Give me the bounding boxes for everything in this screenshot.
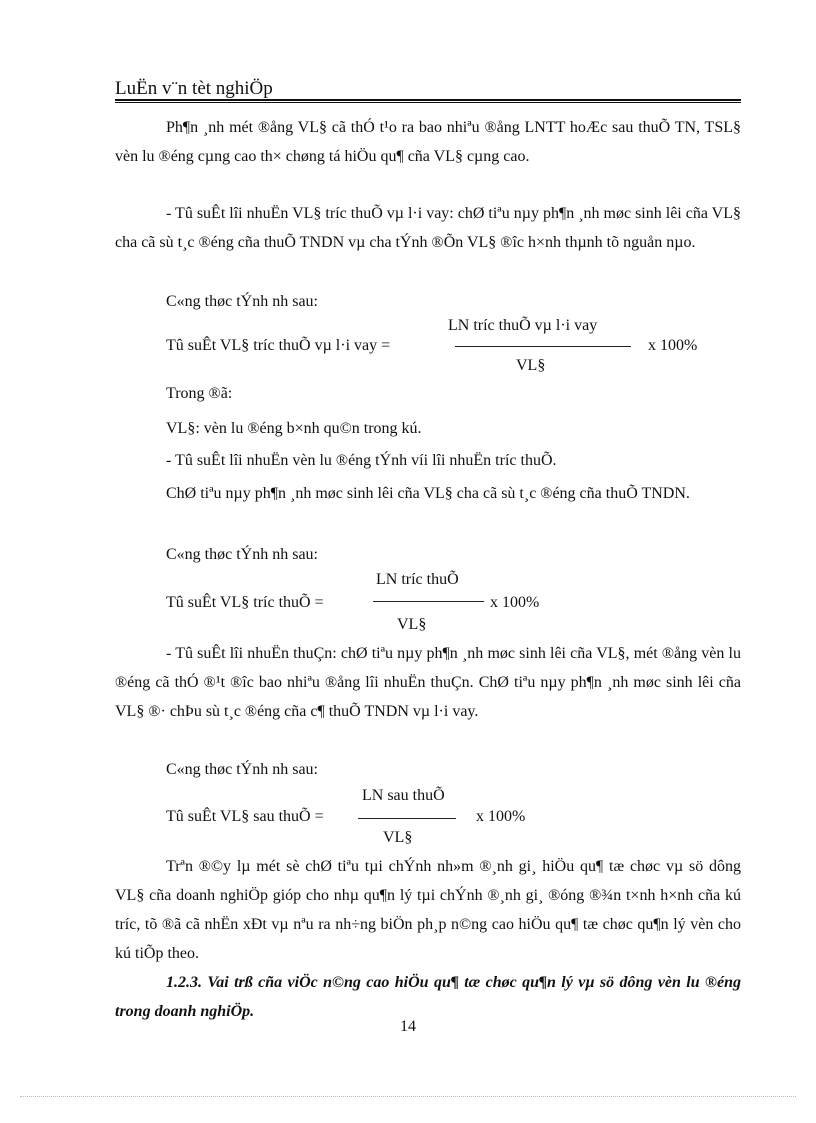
formula-2-lhs: Tû suÊt VL§ tríc thuÕ = [166, 594, 324, 611]
paragraph-9: - Tû suÊt lîi nhuËn thuÇn: chØ tiªu nµy ph¶n ¸nh møc sinh lêi cña VL§, mét ®ång vèn lu ®éng cã thÓ ®¹t ®îc bao nhiªu ®ång lîi nhuËn thuÇn. ChØ tiªu nµy ph¶n ¸nh møc sinh lêi cña VL§ ®· chÞu sù t¸c ®éng cña c¶ thuÕ TNDN vµ l·i vay. [115, 645, 741, 720]
formula-3-numerator: LN sau thuÕ [362, 787, 445, 804]
page-bottom-border [20, 1096, 796, 1097]
paragraph-2-block [115, 199, 741, 257]
formula-intro-2: C«ng thøc tÝnh nh sau: [166, 546, 318, 563]
formula-2-multiplier: x 100% [490, 594, 540, 611]
formula-1-denominator: VL§ [516, 357, 546, 374]
page-header: LuËn v¨n tèt nghiÖp [115, 78, 273, 99]
formula-3-multiplier: x 100% [476, 808, 526, 825]
formula-1-numerator: LN tríc thuÕ vµ l·i vay [448, 317, 598, 334]
paragraph-9-block [115, 639, 741, 726]
paragraph-trong-do: Trong ®ã: [166, 385, 233, 402]
paragraph-2: - Tû suÊt lîi nhuËn VL§ tríc thuÕ vµ l·i vay: chØ tiªu nµy ph¶n ¸nh møc sinh lêi cña VL§ cha cã sù t¸c ®éng cña thuÕ TNDN vµ cha tÝnh ®Õn VL§ ®îc h×nh thµnh tõ nguån nµo. [115, 205, 741, 251]
formula-3-fraction-bar [358, 818, 456, 819]
formula-1-lhs: Tû suÊt VL§ tríc thuÕ vµ l·i vay = [166, 337, 391, 354]
paragraph-11: Trªn ®©y lµ mét sè chØ tiªu tµi chÝnh nh»m ®¸nh gi¸ hiÖu qu¶ tæ chøc vµ sö dông VL§ cña doanh nghiÖp gióp cho nhµ qu¶n lý tµi chÝnh ®¸nh gi¸ ®óng ®¾n t×nh h×nh cña kú tríc, tõ ®ã cã nhËn xÐt vµ nªu ra nh÷ng biÖn ph¸p n©ng cao hiÖu qu¶ tæ chøc qu¶n lý vèn cho kú tiÕp theo. [115, 858, 741, 962]
formula-2-fraction-bar [373, 601, 484, 602]
header-rule-thin [115, 102, 741, 103]
formula-intro-1: C«ng thøc tÝnh nh sau: [166, 293, 318, 310]
formula-1-fraction-bar [455, 346, 631, 347]
formula-1-multiplier: x 100% [648, 337, 698, 354]
formula-2-numerator: LN tríc thuÕ [376, 571, 459, 588]
paragraph-1-block [115, 113, 741, 171]
formula-intro-3: C«ng thøc tÝnh nh sau: [166, 761, 318, 778]
formula-3-denominator: VL§ [383, 829, 413, 846]
section-heading: 1.2.3. Vai trß cña viÖc n©ng cao hiÖu qu¶ tæ chøc qu¶n lý vµ sö dông vèn lu ®éng trong doanh nghiÖp. [115, 974, 741, 1020]
paragraph-1: Ph¶n ¸nh mét ®ång VL§ cã thÓ t¹o ra bao nhiªu ®ång LNTT hoÆc sau thuÕ TN, TSL§ vèn lu ®éng cµng cao th× chøng tá hiÖu qu¶ cña VL§ cµng cao. [115, 119, 741, 165]
paragraph-7-block [115, 479, 741, 508]
page-number: 14 [400, 1018, 416, 1035]
formula-3-lhs: Tû suÊt VL§ sau thuÕ = [166, 808, 324, 825]
paragraph-7: ChØ tiªu nµy ph¶n ¸nh møc sinh lêi cña VL§ cha cã sù t¸c ®éng cña thuÕ TNDN. [166, 485, 690, 502]
paragraph-vld-definition: VL§: vèn lu ®éng b×nh qu©n trong kú. [166, 420, 422, 437]
header-rule-thick [115, 99, 741, 101]
formula-2-denominator: VL§ [397, 616, 427, 633]
paragraph-ratio-title: - Tû suÊt lîi nhuËn vèn lu ®éng tÝnh víi lîi nhuËn tríc thuÕ. [166, 452, 557, 469]
paragraph-11-block [115, 852, 741, 968]
